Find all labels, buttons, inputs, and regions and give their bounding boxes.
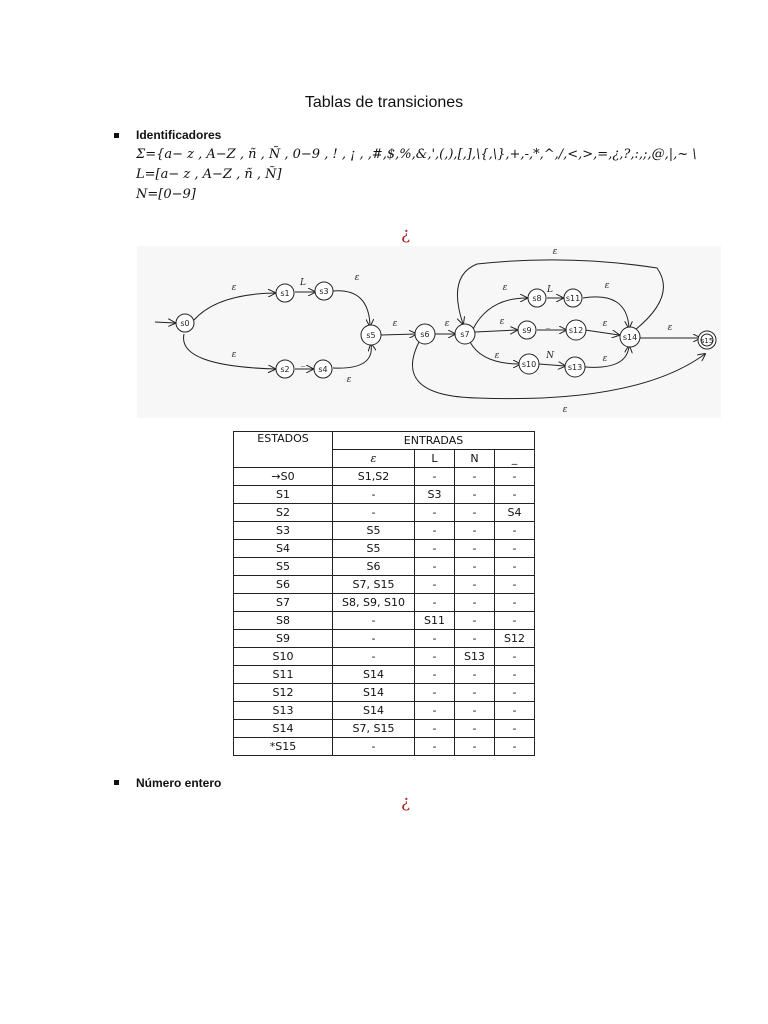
- table-cell-state: →S0: [234, 468, 333, 486]
- table-cell-n: -: [455, 630, 495, 648]
- table-cell-u: S4: [495, 504, 535, 522]
- edge-s5-s6: [381, 334, 416, 335]
- table-cell-eps: S7, S15: [333, 720, 415, 738]
- table-cell-u: -: [495, 468, 535, 486]
- table-cell-n: -: [455, 558, 495, 576]
- table-cell-l: -: [415, 558, 455, 576]
- table-cell-state: S7: [234, 594, 333, 612]
- table-cell-state: S9: [234, 630, 333, 648]
- edge-label-letter: L: [300, 278, 306, 288]
- table-cell-n: -: [455, 504, 495, 522]
- table-cell-n: -: [455, 684, 495, 702]
- sigma-definition: Σ={a− z , A−Z , ñ , Ñ , 0−9 , ! , ¡ , ,#,$,%,&,',(,),[,],\{,\},+,-,*,^,/,<,>,=,¿,?,:,;,@,|,~ \: [136, 147, 697, 162]
- state-label-s1: s1: [280, 289, 290, 298]
- column-header-n: N: [455, 450, 495, 468]
- column-header-underscore: _: [495, 450, 535, 468]
- table-cell-u: -: [495, 576, 535, 594]
- state-label-s11: s11: [565, 294, 581, 303]
- state-label-s10: s10: [521, 360, 537, 369]
- table-row: [234, 576, 535, 594]
- table-row: [234, 666, 535, 684]
- state-label-s9: s9: [522, 326, 532, 335]
- state-label-s5: s5: [366, 331, 376, 340]
- table-cell-n: -: [455, 576, 495, 594]
- table-cell-eps: -: [333, 612, 415, 630]
- table-cell-l: -: [415, 630, 455, 648]
- edge-label-epsilon: ε: [494, 351, 500, 361]
- edge-s14-s7: [457, 260, 663, 330]
- table-cell-eps: -: [333, 630, 415, 648]
- state-label-s8: s8: [532, 294, 542, 303]
- state-label-s7: s7: [460, 330, 470, 339]
- table-cell-eps: S6: [333, 558, 415, 576]
- edge-label-epsilon: ε: [602, 319, 608, 329]
- header-estados: ESTADOS: [234, 432, 333, 468]
- edge-label-underscore: _: [545, 319, 551, 329]
- table-cell-n: -: [455, 738, 495, 756]
- column-header-l: L: [415, 450, 455, 468]
- table-cell-l: -: [415, 468, 455, 486]
- edge-s6-s15: [412, 342, 705, 399]
- edge-label-epsilon: ε: [562, 405, 568, 415]
- table-row: [234, 612, 535, 630]
- table-cell-n: -: [455, 666, 495, 684]
- state-label-s14: s14: [622, 333, 638, 342]
- edge-s12-s14: [585, 330, 619, 335]
- edge-s0-s2: [184, 334, 275, 369]
- table-cell-state: S11: [234, 666, 333, 684]
- table-cell-state: S5: [234, 558, 333, 576]
- table-cell-n: -: [455, 540, 495, 558]
- table-cell-l: -: [415, 576, 455, 594]
- table-cell-u: S12: [495, 630, 535, 648]
- section-label-identificadores: Identificadores: [136, 128, 222, 142]
- table-cell-n: -: [455, 522, 495, 540]
- table-cell-l: -: [415, 666, 455, 684]
- bullet-marker: [114, 780, 119, 785]
- table-cell-u: -: [495, 486, 535, 504]
- table-cell-eps: -: [333, 504, 415, 522]
- edge-s10-s13: [539, 364, 565, 366]
- table-cell-state: S14: [234, 720, 333, 738]
- table-row: [234, 630, 535, 648]
- table-cell-u: -: [495, 648, 535, 666]
- state-label-s6: s6: [420, 330, 430, 339]
- table-row: [234, 522, 535, 540]
- edge-label-underscore: _: [300, 357, 306, 367]
- table-cell-state: S6: [234, 576, 333, 594]
- table-cell-eps: S5: [333, 540, 415, 558]
- table-row: [234, 738, 535, 756]
- table-row: [234, 648, 535, 666]
- table-cell-u: -: [495, 666, 535, 684]
- l-definition: L=[a− z , A−Z , ñ , Ñ]: [136, 167, 282, 182]
- table-cell-u: -: [495, 594, 535, 612]
- edge-s7-s9: [475, 330, 517, 332]
- table-row: [234, 504, 535, 522]
- table-row: [234, 720, 535, 738]
- table-cell-eps: -: [333, 648, 415, 666]
- edge-label-epsilon: ε: [231, 283, 237, 293]
- table-cell-l: -: [415, 522, 455, 540]
- bullet-marker: [114, 133, 119, 138]
- table-cell-eps: S1,S2: [333, 468, 415, 486]
- edge-label-epsilon: ε: [602, 354, 608, 364]
- table-cell-u: -: [495, 684, 535, 702]
- state-label-s13: s13: [567, 363, 583, 372]
- table-cell-l: -: [415, 594, 455, 612]
- table-row: [234, 702, 535, 720]
- edge-s3-s5: [333, 291, 370, 326]
- table-cell-n: -: [455, 486, 495, 504]
- inverted-question-mark: ¿: [401, 224, 411, 244]
- state-label-s3: s3: [319, 287, 329, 296]
- state-label-s4: s4: [318, 365, 328, 374]
- table-cell-eps: S14: [333, 684, 415, 702]
- header-entradas: ENTRADAS: [333, 432, 535, 450]
- table-row: [234, 486, 535, 504]
- table-cell-l: -: [415, 720, 455, 738]
- table-cell-eps: S14: [333, 702, 415, 720]
- table-cell-n: -: [455, 702, 495, 720]
- table-cell-state: S3: [234, 522, 333, 540]
- table-cell-u: -: [495, 612, 535, 630]
- section-label-numero-entero: Número entero: [136, 776, 222, 790]
- table-cell-state: S4: [234, 540, 333, 558]
- table-cell-n: S13: [455, 648, 495, 666]
- table-cell-eps: S7, S15: [333, 576, 415, 594]
- edge-label-epsilon: ε: [354, 273, 360, 283]
- table-row: [234, 558, 535, 576]
- table-cell-u: -: [495, 702, 535, 720]
- edge-label-epsilon: ε: [392, 319, 398, 329]
- edge-s4-s5: [333, 344, 371, 368]
- edge-label-epsilon: ε: [499, 317, 505, 327]
- state-label-s12: s12: [568, 326, 584, 335]
- table-cell-state: S8: [234, 612, 333, 630]
- edge-label-digit: N: [546, 351, 554, 361]
- table-cell-l: S3: [415, 486, 455, 504]
- table-row: [234, 684, 535, 702]
- edge-label-epsilon: ε: [502, 283, 508, 293]
- transition-table: [233, 431, 535, 756]
- table-cell-state: *S15: [234, 738, 333, 756]
- table-cell-l: -: [415, 684, 455, 702]
- table-cell-u: -: [495, 720, 535, 738]
- table-cell-l: -: [415, 504, 455, 522]
- table-cell-l: -: [415, 540, 455, 558]
- table-cell-eps: -: [333, 738, 415, 756]
- edge-label-epsilon: ε: [444, 319, 450, 329]
- table-row: [234, 468, 535, 486]
- state-label-s15: s15: [700, 337, 714, 345]
- table-cell-l: S11: [415, 612, 455, 630]
- table-cell-n: -: [455, 468, 495, 486]
- table-cell-u: -: [495, 558, 535, 576]
- edge-label-epsilon: ε: [604, 281, 610, 291]
- table-cell-state: S12: [234, 684, 333, 702]
- table-cell-n: -: [455, 594, 495, 612]
- table-cell-u: -: [495, 522, 535, 540]
- edge-label-epsilon: ε: [346, 375, 352, 385]
- table-cell-l: -: [415, 738, 455, 756]
- table-cell-state: S13: [234, 702, 333, 720]
- table-cell-u: -: [495, 738, 535, 756]
- table-cell-l: -: [415, 648, 455, 666]
- n-definition: N=[0−9]: [136, 187, 196, 202]
- table-row: [234, 594, 535, 612]
- edge-label-epsilon: ε: [667, 323, 673, 333]
- edge-s0-s1: [194, 293, 275, 320]
- table-cell-n: -: [455, 720, 495, 738]
- table-cell-eps: S8, S9, S10: [333, 594, 415, 612]
- state-label-s2: s2: [280, 365, 290, 374]
- state-label-s0: s0: [180, 319, 190, 328]
- table-cell-n: -: [455, 612, 495, 630]
- edge-label-epsilon: ε: [552, 247, 558, 257]
- table-cell-u: -: [495, 540, 535, 558]
- table-cell-eps: -: [333, 486, 415, 504]
- page-title: Tablas de transiciones: [304, 94, 464, 111]
- edge-start: [155, 322, 175, 323]
- inverted-question-mark: ¿: [401, 792, 411, 812]
- table-cell-state: S2: [234, 504, 333, 522]
- table-row: [234, 540, 535, 558]
- edge-label-epsilon: ε: [231, 350, 237, 360]
- table-cell-eps: S5: [333, 522, 415, 540]
- automaton-diagram: [137, 246, 721, 418]
- table-cell-l: -: [415, 702, 455, 720]
- table-cell-eps: S14: [333, 666, 415, 684]
- column-header-epsilon: ε: [333, 450, 415, 468]
- edge-label-letter: L: [547, 285, 553, 295]
- table-cell-state: S1: [234, 486, 333, 504]
- table-cell-state: S10: [234, 648, 333, 666]
